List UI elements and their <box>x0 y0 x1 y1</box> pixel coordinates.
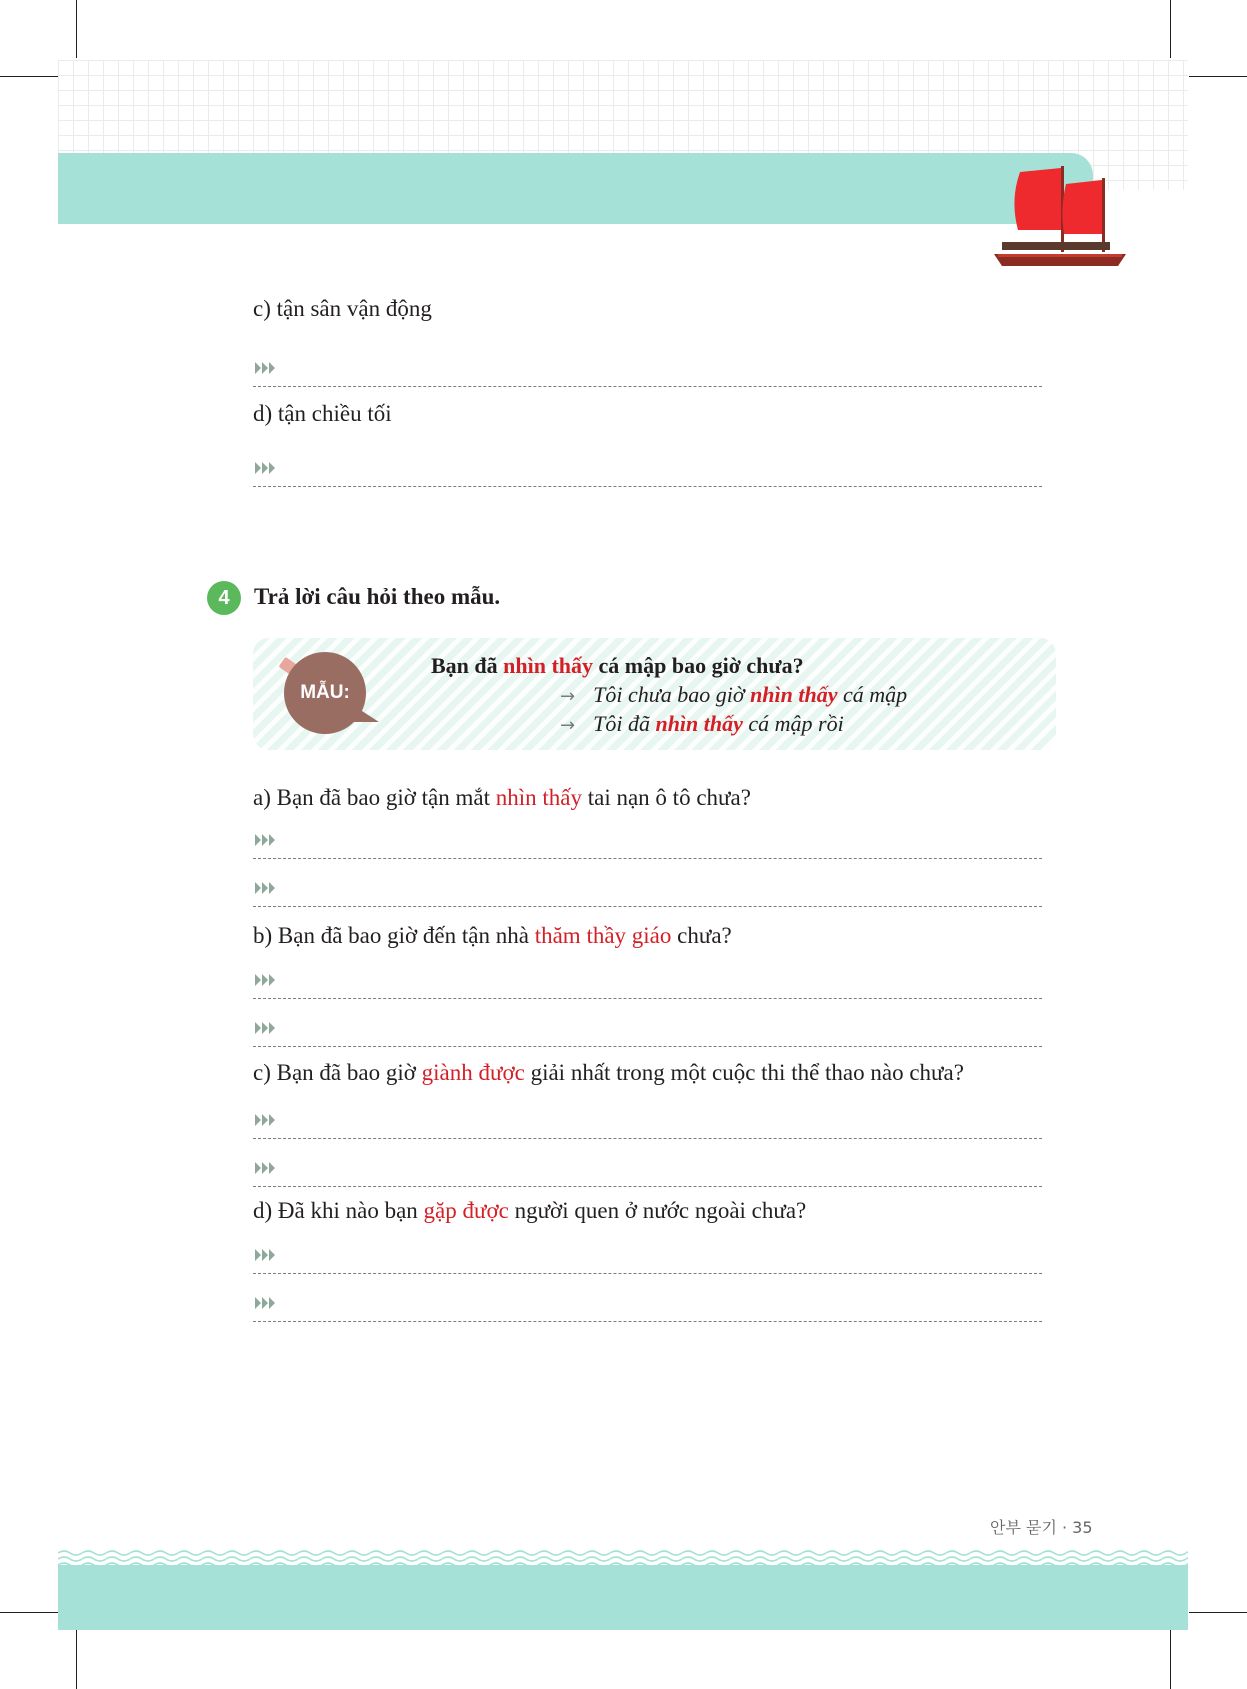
previous-item: c) tận sân vận động <box>253 296 432 321</box>
crop-mark <box>0 76 58 77</box>
example-answer-text: cá mập rồi <box>742 711 844 736</box>
example-answer-text: Tôi đã <box>593 711 656 736</box>
task-number-badge: 4 <box>207 581 241 615</box>
triple-arrow-icon <box>253 830 277 850</box>
answer-line[interactable] <box>253 1110 1042 1139</box>
answer-line[interactable] <box>253 878 1042 907</box>
previous-item: d) tận chiều tối <box>253 401 392 426</box>
question-highlight: giành được <box>421 1060 525 1085</box>
example-question-text: cá mập bao giờ chưa? <box>593 653 804 678</box>
answer-line[interactable] <box>253 1018 1042 1047</box>
example-answer-highlight: nhìn thấy <box>750 682 838 707</box>
question-highlight: gặp được <box>423 1198 509 1223</box>
triple-arrow-icon <box>253 970 277 990</box>
example-answer-highlight: nhìn thấy <box>655 711 743 736</box>
answer-line[interactable] <box>253 358 1042 387</box>
triple-arrow-icon <box>253 358 277 378</box>
question-c <box>253 1059 964 1087</box>
footer-band <box>58 1565 1188 1630</box>
question-text: c) Bạn đã bao giờ <box>253 1060 422 1085</box>
crop-mark <box>1170 1630 1171 1689</box>
example-question <box>431 653 804 679</box>
answer-line[interactable] <box>253 1293 1042 1322</box>
triple-arrow-icon <box>253 1293 277 1313</box>
header-band <box>58 153 1093 224</box>
triple-arrow-icon <box>253 1245 277 1265</box>
question-text: b) Bạn đã bao giờ đến tận nhà <box>253 923 535 948</box>
example-answer-text: Tôi chưa bao giờ <box>593 682 751 707</box>
right-arrow-icon: → <box>560 715 576 736</box>
question-d <box>253 1197 806 1225</box>
task-title: Trả lời câu hỏi theo mẫu. <box>254 584 501 609</box>
page-footer-label: 안부 묻기 · 35 <box>990 1518 1093 1537</box>
crop-mark <box>1189 1612 1247 1613</box>
triple-arrow-icon <box>253 1018 277 1038</box>
answer-line[interactable] <box>253 1158 1042 1187</box>
question-text: d) Đã khi nào bạn <box>253 1198 424 1223</box>
answer-line[interactable] <box>253 970 1042 999</box>
question-highlight: thăm thầy giáo <box>534 923 672 948</box>
question-text: tai nạn ô tô chưa? <box>581 785 751 810</box>
answer-line[interactable] <box>253 1245 1042 1274</box>
example-answer-text: cá mập <box>837 682 908 707</box>
triple-arrow-icon <box>253 1110 277 1130</box>
crop-mark <box>1189 76 1247 77</box>
answer-line[interactable] <box>253 458 1042 487</box>
question-text: chưa? <box>671 923 732 948</box>
question-text: a) Bạn đã bao giờ tận mắt <box>253 785 496 810</box>
triple-arrow-icon <box>253 878 277 898</box>
right-arrow-icon: → <box>560 686 576 707</box>
crop-mark <box>76 0 77 58</box>
answer-line[interactable] <box>253 830 1042 859</box>
question-text: người quen ở nước ngoài chưa? <box>508 1198 807 1223</box>
example-answer <box>560 682 907 708</box>
junk-boat-icon <box>990 160 1130 270</box>
crop-mark <box>0 1612 58 1613</box>
example-question-text: Bạn đã <box>431 653 504 678</box>
question-highlight: nhìn thấy <box>495 785 582 810</box>
crop-mark <box>1170 0 1171 58</box>
triple-arrow-icon <box>253 1158 277 1178</box>
question-b <box>253 922 732 950</box>
triple-arrow-icon <box>253 458 277 478</box>
crop-mark <box>76 1630 77 1689</box>
example-label: MẪU: <box>284 652 366 734</box>
question-text: giải nhất trong một cuộc thi thể thao nào chưa? <box>524 1060 964 1085</box>
question-a <box>253 784 751 812</box>
example-question-highlight: nhìn thấy <box>503 653 594 678</box>
example-answer <box>560 711 844 737</box>
